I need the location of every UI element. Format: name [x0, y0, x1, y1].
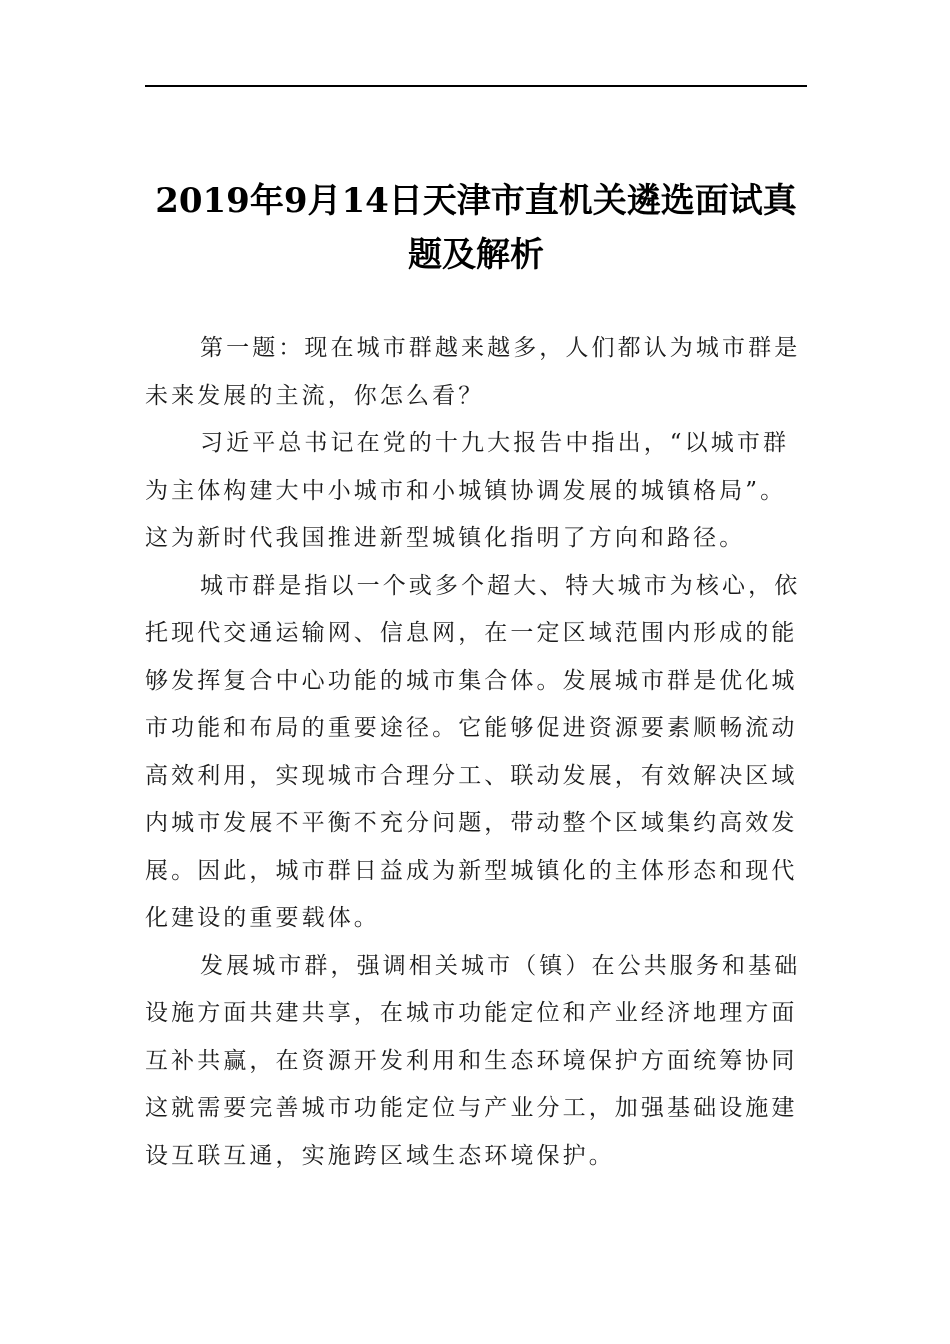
text-line: 设互联互通，实施跨区域生态环境保护。	[145, 1142, 615, 1169]
text-line: 市功能和布局的重要途径。它能够促进资源要素顺畅流动	[145, 715, 798, 741]
text-line: 托现代交通运输网、信息网，在一定区域范围内形成的能	[145, 620, 798, 646]
text-line: 内城市发展不平衡不充分问题，带动整个区域集约高效发	[145, 810, 798, 836]
text-line: 为主体构建大中小城市和小城镇协调发展的城镇格局”。	[145, 477, 787, 504]
text-line: 未来发展的主流，你怎么看？	[145, 382, 485, 409]
text-line: 展。因此，城市群日益成为新型城镇化的主体形态和现代	[145, 857, 798, 884]
text-line: 习近平总书记在党的十九大报告中指出，“以城市群	[200, 430, 790, 456]
text-line: 互补共赢，在资源开发利用和生态环境保护方面统筹协同	[145, 1047, 798, 1074]
paragraph	[145, 563, 807, 943]
paragraph	[145, 420, 807, 563]
text-line: 化建设的重要载体。	[145, 905, 380, 931]
text-line: 这为新时代我国推进新型城镇化指明了方向和路径。	[145, 525, 746, 551]
paragraph	[145, 943, 807, 1181]
paragraph-question-1	[145, 325, 807, 420]
text-line: 城市群是指以一个或多个超大、特大城市为核心，依	[200, 572, 801, 599]
document-title-line: 题及解析	[408, 235, 544, 275]
text-line: 第一题：现在城市群越来越多，人们都认为城市群是	[200, 335, 801, 361]
header-rule	[145, 85, 807, 87]
document-title	[140, 174, 812, 282]
text-line: 高效利用，实现城市合理分工、联动发展，有效解决区域	[145, 762, 798, 789]
text-line: 够发挥复合中心功能的城市集合体。发展城市群是优化城	[145, 667, 798, 694]
document-title-line: 2019年9月14日天津市直机关遴选面试真	[155, 181, 797, 221]
document-body	[145, 325, 807, 1180]
text-line: 这就需要完善城市功能定位与产业分工，加强基础设施建	[145, 1095, 798, 1121]
text-line: 发展城市群，强调相关城市（镇）在公共服务和基础	[200, 952, 801, 979]
text-line: 设施方面共建共享，在城市功能定位和产业经济地理方面	[145, 1000, 798, 1026]
